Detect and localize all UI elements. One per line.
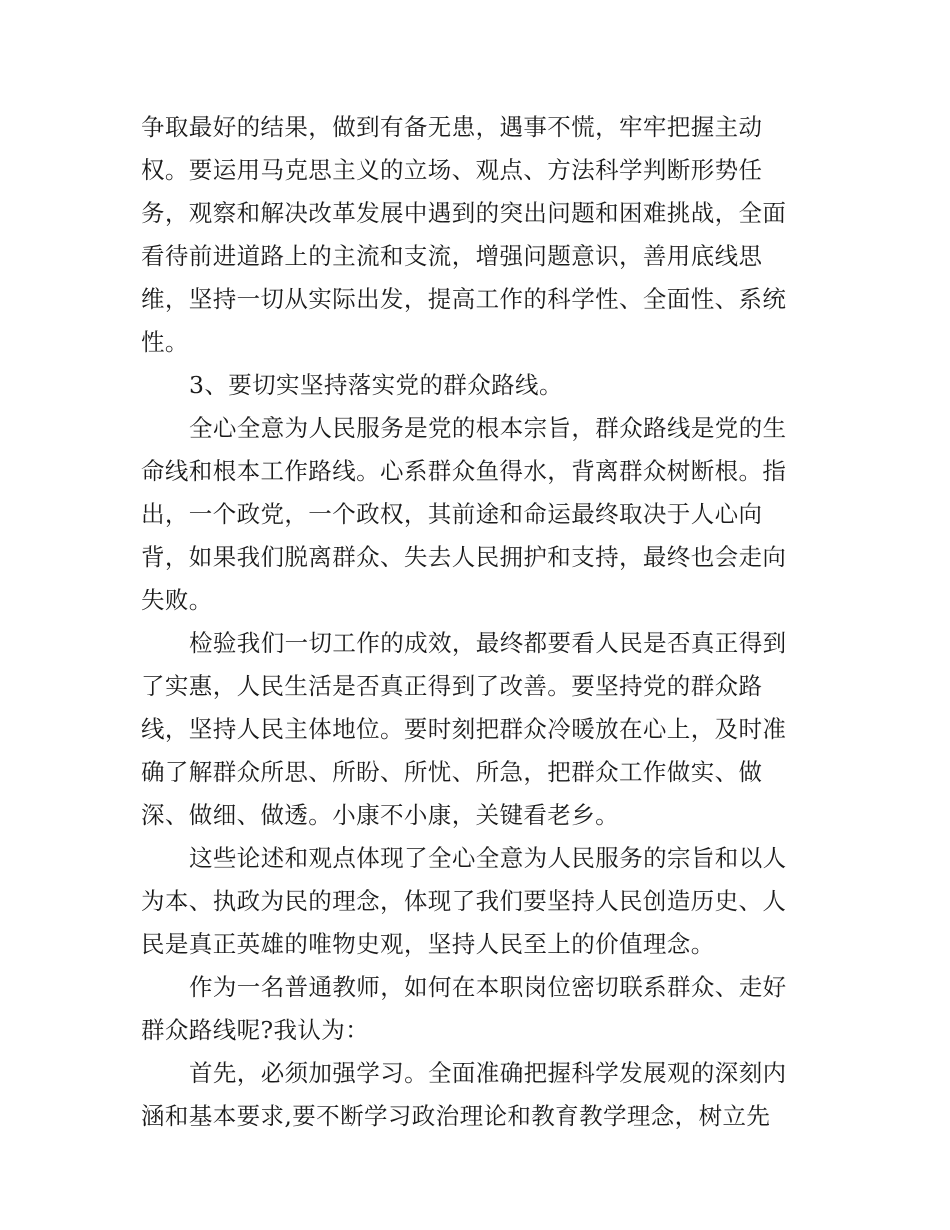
text-line: 命线和根本工作路线。心系群众鱼得水，背离群众树断根。指 [141, 457, 787, 485]
text-line: 争取最好的结果，做到有备无患，遇事不慌，牢牢把握主动 [141, 113, 763, 141]
text-line: 群众路线呢?我认为： [141, 1016, 370, 1044]
text-line: 涵和基本要求,要不断学习政治理论和教育教学理念，树立先 [141, 1102, 771, 1130]
text-line: 维，坚持一切从实际出发，提高工作的科学性、全面性、系统 [141, 285, 787, 313]
text-line: 背，如果我们脱离群众、失去人民拥护和支持，最终也会走向 [141, 543, 787, 571]
text-line: 深、做细、做透。小康不小康，关键看老乡。 [141, 801, 619, 829]
text-line: 线，坚持人民主体地位。要时刻把群众冷暖放在心上，及时准 [141, 715, 787, 743]
text-line: 性。 [141, 328, 189, 356]
text-line: 权。要运用马克思主义的立场、观点、方法科学判断形势任 [141, 156, 763, 184]
text-line: 务，观察和解决改革发展中遇到的突出问题和困难挑战，全面 [141, 199, 787, 227]
section-heading: 3、要切实坚持落实党的群众路线。 [189, 371, 563, 399]
text-line: 检验我们一切工作的成效，最终都要看人民是否真正得到 [189, 629, 787, 657]
text-line: 确了解群众所思、所盼、所忧、所急，把群众工作做实、做 [141, 758, 763, 786]
text-line: 看待前进道路上的主流和支流，增强问题意识，善用底线思 [141, 242, 763, 270]
text-line: 失败。 [141, 586, 213, 614]
text-line: 作为一名普通教师，如何在本职岗位密切联系群众、走好 [189, 973, 787, 1001]
text-line: 全心全意为人民服务是党的根本宗旨，群众路线是党的生 [189, 414, 787, 442]
text-line: 首先，必须加强学习。全面准确把握科学发展观的深刻内 [189, 1059, 787, 1087]
text-line: 为本、执政为民的理念，体现了我们要坚持人民创造历史、人 [141, 887, 787, 915]
text-line: 出，一个政党，一个政权，其前途和命运最终取决于人心向 [141, 500, 763, 528]
text-line: 这些论述和观点体现了全心全意为人民服务的宗旨和以人 [189, 844, 787, 872]
text-line: 民是真正英雄的唯物史观，坚持人民至上的价值理念。 [141, 930, 715, 958]
text-line: 了实惠，人民生活是否真正得到了改善。要坚持党的群众路 [141, 672, 763, 700]
